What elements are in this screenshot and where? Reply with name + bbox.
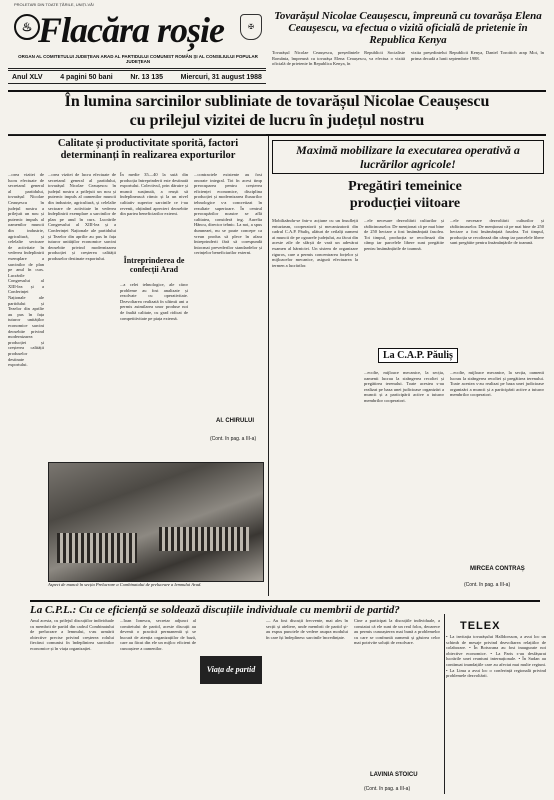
column-divider (268, 136, 269, 596)
telex-column: • La invitația tovarășului Halldorsson, a avut loc un schimb de mesaje privind dezvoltarea relațiilor de colaborare. • În Botswana au fost inaugurate noi obiective economice. • La Paris s-au desfășurat lucrările unei reuniuni internaționale. • În Sudan au continuat inundațiile care au afectat mai multe regiuni. • La Lima a avut loc o conferință regională privind problemele dezvoltării. (446, 634, 546, 679)
kenya-visit-article (272, 6, 544, 86)
lead-col-3: ...contractele existente au fost onorate integral. Tot în acest timp preocuparea pentru creșterea eficienței economice, disciplina producției și modernizarea fluxurilor tehnologice s-a concretizat în rezultate superioare. În centrul preocupărilor noastre se află calitatea, consideră ing. Aurelia Hâncu, director tehnic. La noi, a spus dumneaei, nu se poate concepe ca vreun produs să plece în afara întreprinderii fără să corespundă întocmai prevederilor standardelor și cerințelor beneficiarilor externi. (194, 172, 262, 256)
kenya-visit-headline: Tovarășul Nicolae Ceaușescu, împreună cu tovarășa Elena Ceaușescu, va efectua o vizită oficială de prietenie în Republica Kenya (274, 10, 542, 46)
bottom-headline: La C.P.L.: Cu ce eficiență se soldează discuțiile individuale cu membrii de partid? (30, 600, 540, 616)
lead-signature: Al. CHIRULUI (216, 418, 254, 424)
agri-unit-heading: La C.A.P. Păuliș (378, 348, 458, 363)
bottom-col-1: Anul acesta, cu prilejul discuțiilor individuale cu membrii de partid din cadrul Combinatului de prelucrare a lemnului, s-au urmărit obiective precise privind creșterea rolului fiecărui comunist în îndeplinirea sarcinilor economice și în viața organizației. (30, 618, 114, 651)
bottom-signature: LAVINIA STOICU (370, 772, 418, 778)
telex-divider (444, 614, 445, 794)
issue-pages-price: 4 pagini 50 bani (60, 73, 113, 81)
agri-banner: Maximă mobilizare la executarea operativă a lucrărilor agricole! (272, 140, 544, 174)
lead-col-left-narrow: ...orea vizitei de lucru efectuate de secretarul general al partidului, tovarășul Nicolae Ceaușescu în județul nostru a prilejuit un nou și puternic impuls al oamenilor muncii din industrie, agricultură, și celelalte sectoare de activitate în vederea îndeplinirii exemplare a sarcinilor de plan pe anul în curs. Lucrările Congresului al XIII-lea și a Conferinței Naționale ale partidului și Tezelor din aprilie au pus în fața tuturor unităților economice sarcini deosebite privind modernizarea producției și creșterea calității produselor destinate exportului. (8, 172, 44, 368)
bottom-col-2: ...Ioan Ionescu, secretar adjunct al comitetului de partid, aceste discuții au devenit o practică permanentă și se bucură de atenția organizațiilor de bază, care au făcut din ele un mijloc eficient de cunoaștere a oamenilor. (120, 618, 196, 651)
agri-subhead: Pregătiri temeinice producției viitoare (348, 179, 462, 211)
bottom-col-3: — Au fost discuții frecvente, mai ales în secții și ateliere, unde membrii de partid și-au expus punctele de vedere asupra modului în care își îndeplinesc sarcinile încredințate. (266, 618, 348, 640)
lead-subhead: Întreprinderea de confecții Arad (123, 256, 185, 274)
coat-of-arms-icon: ✠ (240, 14, 262, 40)
bottom-col-4: Cine a participat la discuțiile individuale, a constatat că ele sunt de un real folos, deoarece au permis cunoașterea mai bună a problemelor cu care se confruntă oamenii și găsirea celor mai potrivite soluții de rezolvare. (354, 618, 440, 646)
masthead (8, 8, 266, 69)
telex-title: TELEX (460, 620, 501, 632)
newspaper-title: Flacăra roșie (38, 10, 225, 50)
issue-bar (8, 70, 266, 84)
agri-col-2b: ...ele necesare dezvoltării culturilor și rădăcinoaselor. De menționat că pe mai bine de 250 hectare a fost însămânțată fasolea. Tot timpul, producția se recoltează din câmp iar parcelele libere sunt pregătite pentru însămânțările de toamnă. (450, 218, 544, 246)
flame-icon: ♨ (14, 14, 40, 40)
main-banner-line-2: cu prilejul vizitei de lucru în județul nostru (129, 112, 425, 129)
main-banner (8, 90, 546, 136)
lead-col-2b: ...a celei tehnologice, ale căror probleme au fost analizate și rezolvate cu operativitate. Dezvoltarea realizată în ultimii ani a permis asimilarea unor produse noi de înaltă calitate, cu grad ridicat de competitivitate pe piața externă. (120, 282, 188, 321)
organ-line: ORGAN AL COMITETULUI JUDEȚEAN ARAD AL PARTIDULUI COMUNIST ROMÂN ȘI AL CONSILIULUI POPULAR JUDEȚEAN (18, 54, 258, 64)
party-life-logo: Viața de partid (200, 656, 262, 684)
issue-year: Anul XLV (12, 73, 43, 81)
agri-col-3: ...ecolte, mijloace mecanice, la secția, oamenii lucrau la strângerea recoltei și pregătirea terenului. Toate acestea s-au realizat pe baza unei judicioase organizări a muncii și a participării active a tuturor membrilor cooperatori. (364, 370, 444, 403)
issue-date: Miercuri, 31 august 1988 (180, 73, 262, 81)
issue-number: Nr. 13 135 (130, 73, 164, 81)
main-banner-line-1: În lumina sarcinilor subliniate de tovarășul Nicolae Ceaușescu (64, 93, 490, 110)
lead-col-1: ...orea vizitei de lucru efectuate de secretarul general al partidului, tovarășul Nicolae Ceaușescu în județul nostru a prilejuit un nou și puternic impuls al oamenilor muncii din industrie, agricultură, și celelalte sectoare de activitate în vederea îndeplinirii exemplare a sarcinilor de plan pe anul în curs. Lucrările Congresului al XIII-lea și a Conferinței Naționale ale partidului și Tezelor din aprilie au pus în fața tuturor unităților economice sarcini deosebite privind modernizarea producției și creșterea calității produselor destinate exportului. (48, 172, 116, 261)
lead-headline: Calitate și productivitate sporită, factori determinanți în realizarea exporturilor (57, 138, 239, 161)
agri-col-2: ...ele necesare dezvoltării culturilor și rădăcinoaselor. De menționat că pe mai bine de 250 hectare a fost însămânțată fasolea. Tot timpul, producția se recoltează din câmp iar parcelele libere sunt pregătite pentru însămânțările de toamnă. (364, 218, 444, 251)
agri-continuation: (Cont. în pag. a III-a) (464, 582, 511, 588)
agri-col-4: ...ecolte, mijloace mecanice, la secția, oamenii lucrau la strângerea recoltei și pregătirea terenului. Toate acestea s-au realizat pe baza unei judicioase organizări a muncii și a participării active a tuturor membrilor cooperatori. (450, 370, 544, 398)
kenya-visit-col-2: vizita președintelui Republicii Kenya, Daniel Toroitich arap Moi, în prima decadă a lunii septembrie 1988. (411, 50, 544, 61)
party-motto: PROLETARI DIN TOATE ȚĂRILE, UNIȚI-VĂ! (14, 2, 94, 7)
agri-signature: MIRCEA CONTRAȘ (470, 566, 525, 572)
factory-photo (48, 462, 264, 582)
bottom-continuation: (Cont. în pag. a III-a) (364, 786, 411, 792)
photo-caption: Aspect de muncă în secția Prelucrare a Combinatului de prelucrare a lemnului Arad. (48, 582, 202, 587)
lead-col-2: În medie 35—40 la sută din producția întreprinderii este destinată exportului. Colectivul, prin dăruire și muncă susținută, a reușit să îndeplinească ritmic și la un nivel calitativ superior sarcinile ce i-au revenit, obținând aprecieri deosebite din partea beneficiarilor externi. (120, 172, 188, 217)
kenya-visit-col-1: Tovarășul Nicolae Ceaușescu, președintele Republicii Socialiste România, împreună cu tovarășa Elena Ceaușescu, va efectua o vizită oficială de prietenie în Republica Kenya, în (272, 50, 405, 66)
agri-col-1: Mobilizându-se într-o acțiune cu un însuflețit entuziasm, cooperatorii și mecanizatorii din cadrul C.A.P. Păuliș, alături de ceilalți oameni ai muncii de pe ogoarele județului, au făcut din aceste zile de sfârșit de vară un adevărat examen al hărniciei. Un sistem de organizare riguros, care a permis concentrarea forțelor și mijloacelor mecanice, asigură efectuarea la termen a lucrărilor. (272, 218, 358, 268)
divider (8, 134, 266, 135)
lead-continuation: (Cont. în pag. a III-a) (210, 436, 257, 442)
